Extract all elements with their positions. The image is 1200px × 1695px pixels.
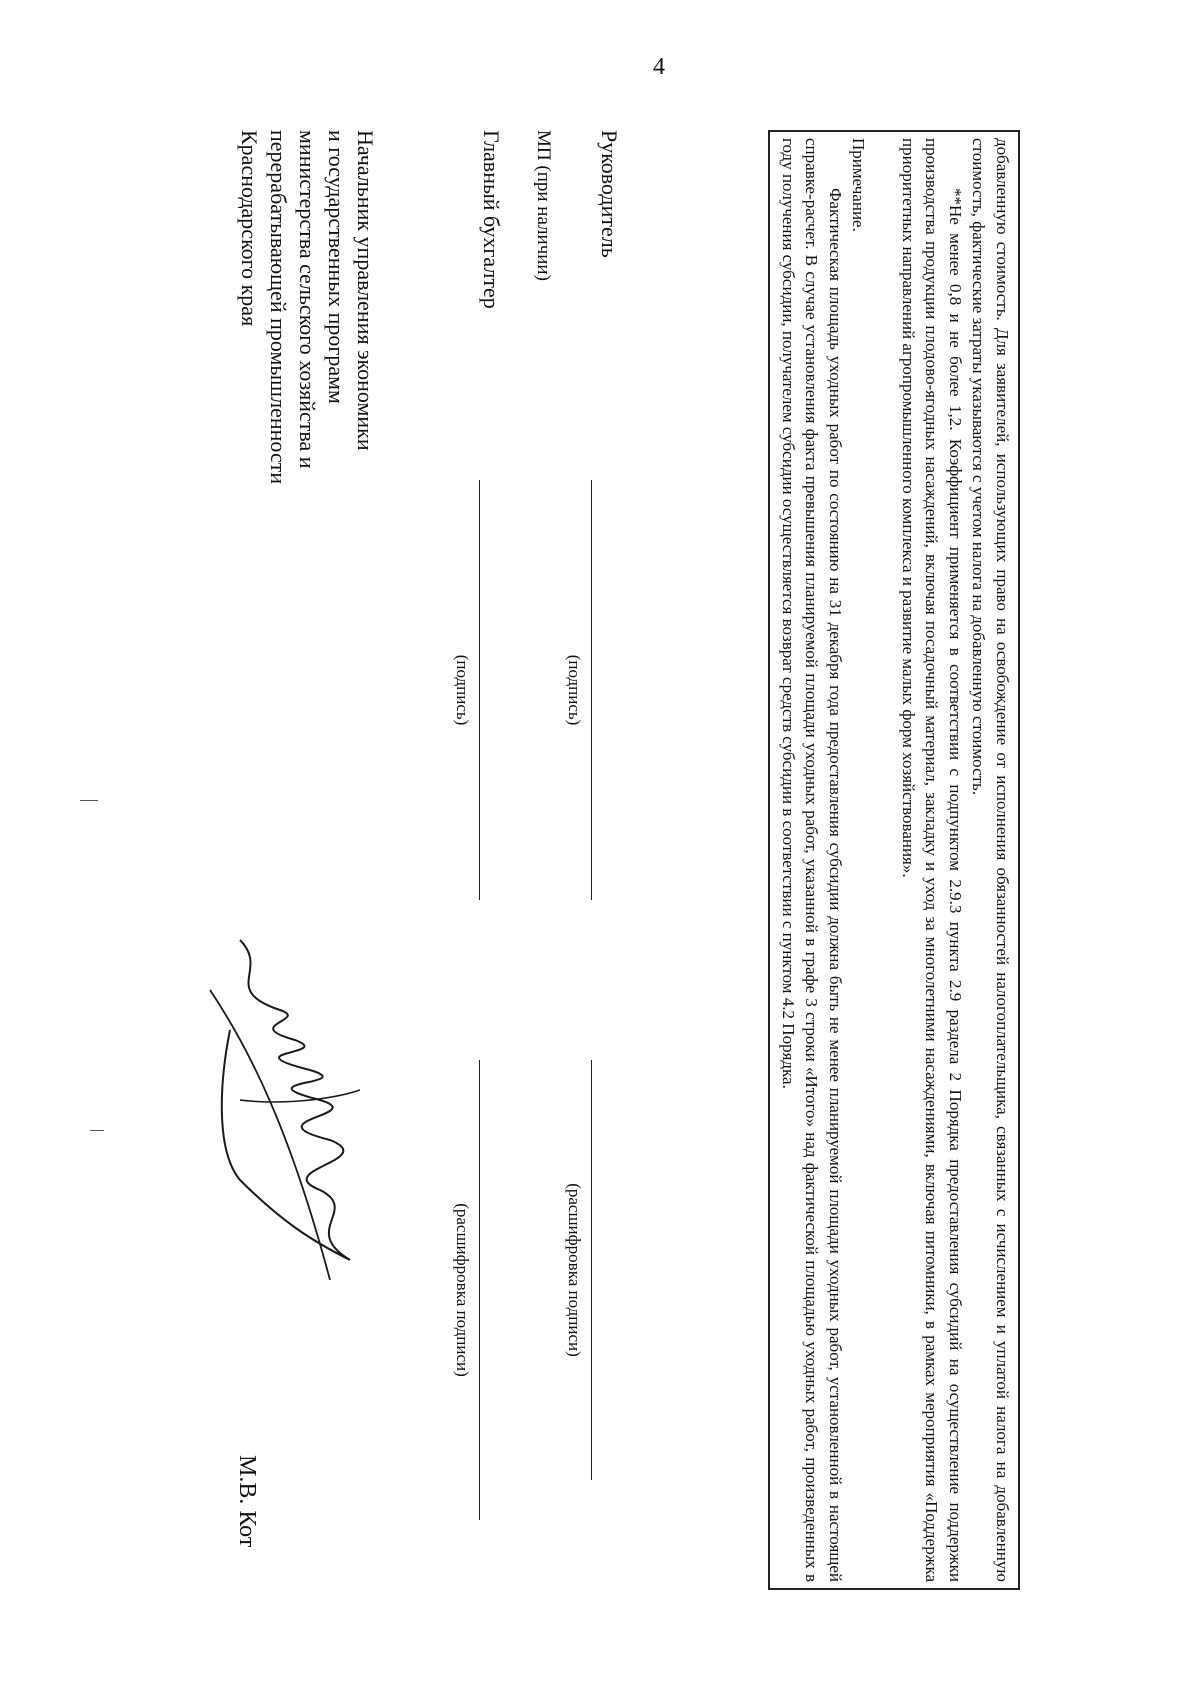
- rotated-page-content: [140, 100, 1020, 1600]
- footnote-vat: добавленную стоимость. Для заявителей, использующих право на освобождение от исполнения обязанностей налогоплательщика, связанных с исчислением и уплатой налога на добавленную стоимость, фактические затраты указываются с учетом налога на добавленную стоимость.: [969, 138, 1012, 1582]
- head-decoding-line: [591, 1060, 592, 1480]
- footnote-box: [769, 130, 1021, 1590]
- accountant-signature-caption: (подпись): [453, 654, 472, 726]
- accountant-decoding-line: [479, 1060, 480, 1520]
- note-text: Фактическая площадь уходных работ по состоянию на 31 декабря года предоставления субсидии должна быть не менее планируемой площади уходных работ, установленной в настоящей справке-расчет. В случае установления факта превышения планируемой площади уходных работ, указанной в графе 3 строки «Итого» над фактической площадью уходных работ, произведенных в году получения субсидии, получателем субсидии осуществляется возврат средств субсидии в соответствии с пунктом 4.2 Порядка.: [779, 138, 845, 1582]
- official-name: М.В. Кот: [234, 1455, 260, 1548]
- official-title-line: Краснодарского края: [237, 130, 262, 327]
- scan-mark: [90, 1130, 104, 1131]
- official-title-line: и государственных программ: [324, 130, 349, 404]
- accountant-label: Главный бухгалтер: [479, 130, 504, 309]
- official-title-line: перерабатывающей промышленности: [266, 130, 291, 485]
- handwritten-signature: [190, 930, 390, 1290]
- head-decoding-caption: (расшифровка подписи): [565, 1183, 584, 1357]
- page-number: 4: [653, 54, 665, 80]
- official-title-line: Начальник управления экономики: [353, 130, 378, 451]
- official-title-line: министерства сельского хозяйства и: [295, 130, 320, 469]
- stamp-label: МП (при наличии): [533, 130, 554, 281]
- head-signature-caption: (подпись): [565, 654, 584, 726]
- accountant-decoding-caption: (расшифровка подписи): [453, 1203, 472, 1377]
- head-label: Руководитель: [597, 130, 622, 258]
- scan-mark: [80, 800, 98, 801]
- footnote-coefficient: **Не менее 0,8 и не более 1,2. Коэффициент применяется в соответствии с подпунктом 2.9.3 пункта 2.9 раздела 2 Порядка предоставления субсидий на осуществление поддержки производства продукции плодово-ягодных насаждений, включая посадочный материал, закладку и уход за многолетними насаждениями, включая питомники, в рамках мероприятия «Поддержка приоритетных направлений агропромышленного комплекса и развитие малых форм хозяйствования».: [899, 138, 965, 1582]
- note-heading: Примечание.: [849, 138, 869, 232]
- accountant-signature-line: [479, 480, 480, 900]
- official-title: [235, 130, 380, 484]
- head-signature-line: [591, 480, 592, 900]
